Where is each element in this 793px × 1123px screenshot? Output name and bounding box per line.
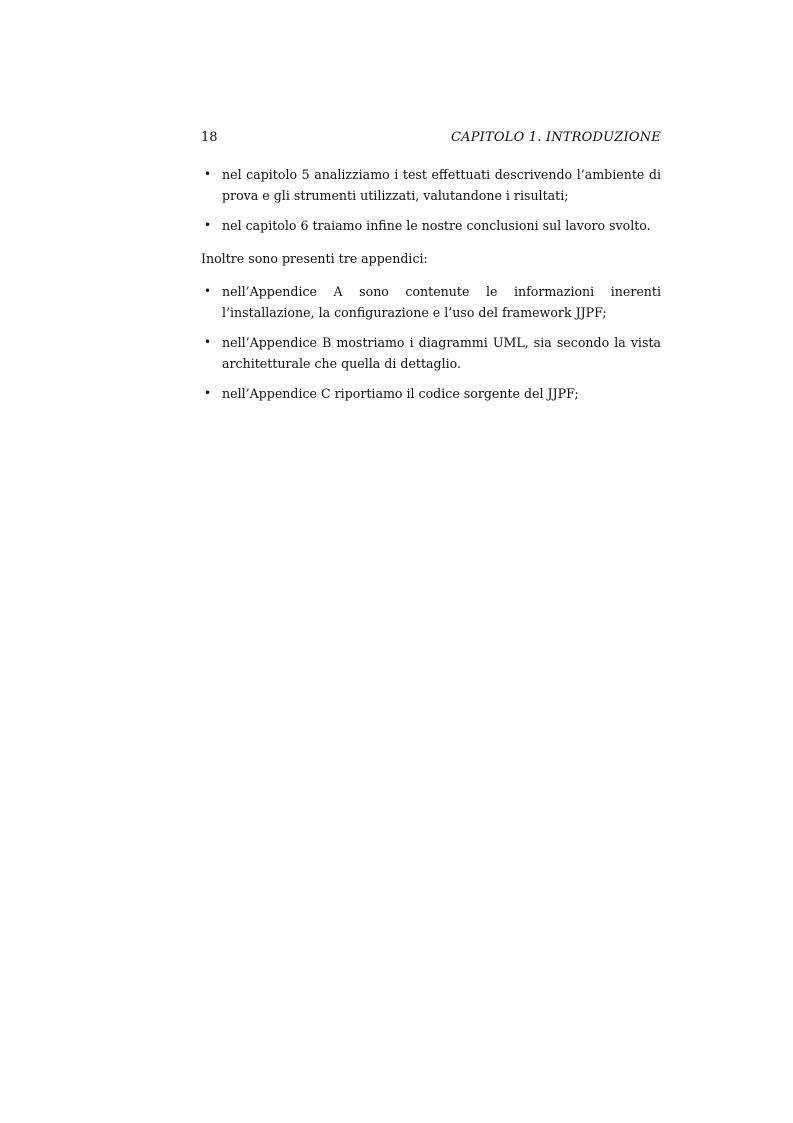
body-text [201, 164, 661, 413]
bullet-icon: • [204, 335, 212, 349]
bullet-icon: • [204, 284, 212, 298]
list-item-text: nel capitolo 5 analizziamo i test effettuati descrivendo l’ambiente di prova e gli strumenti utilizzati, valutandone i risultati; [222, 167, 661, 203]
bullet-icon: • [204, 218, 212, 232]
list-item [201, 383, 661, 404]
bullet-icon: • [204, 386, 212, 400]
body-paragraph: Inoltre sono presenti tre appendici: [201, 251, 428, 266]
list-item-text: nell’Appendice C riportiamo il codice sorgente del JJPF; [222, 386, 579, 401]
page-number: 18 [201, 130, 218, 145]
list-item [201, 332, 661, 374]
list-item [201, 215, 661, 236]
running-header [201, 128, 661, 148]
bullet-icon: • [204, 167, 212, 181]
list-item-text: nell’Appendice B mostriamo i diagrammi UML, sia secondo la vista architetturale che quella di dettaglio. [222, 335, 661, 371]
list-item-text: nel capitolo 6 traiamo infine le nostre conclusioni sul lavoro svolto. [222, 218, 651, 233]
chapter-list [201, 164, 661, 236]
list-item-text: nell’Appendice A sono contenute le informazioni inerenti l’installazione, la configurazione e l’uso del framework JJPF; [222, 284, 661, 320]
chapter-title: CAPITOLO 1. INTRODUZIONE [450, 130, 661, 145]
list-item [201, 164, 661, 206]
appendix-list [201, 281, 661, 404]
list-item [201, 281, 661, 323]
